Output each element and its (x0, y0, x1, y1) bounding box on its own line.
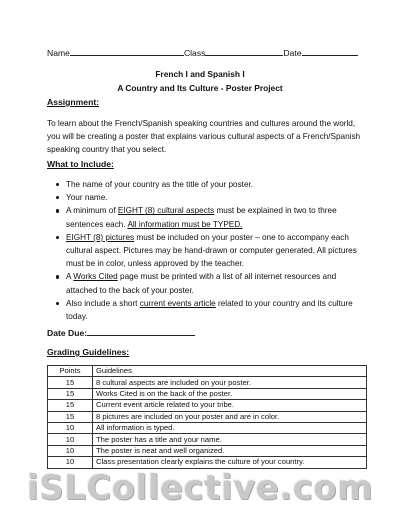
points-cell: 15 (48, 400, 93, 411)
table-row (48, 400, 367, 411)
guideline-cell: 8 cultural aspects are included on your poster. (93, 377, 367, 388)
guideline-cell: The poster is neat and well organized. (93, 445, 367, 456)
guideline-cell: Works Cited is on the back of the poster. (93, 388, 367, 399)
include-heading: What to Include: (47, 159, 114, 169)
table-row (48, 411, 367, 422)
grading-table (47, 365, 367, 469)
points-cell: 15 (48, 388, 93, 399)
guideline-cell: All information is typed. (93, 422, 367, 433)
include-list (56, 178, 362, 323)
table-row (48, 388, 367, 399)
points-cell: 10 (48, 457, 93, 468)
list-item: Also include a short current events article related to your country and its culture today. (56, 297, 362, 323)
assignment-heading: Assignment: (47, 97, 100, 107)
class-blank (205, 47, 283, 56)
grading-heading: Grading Guidelines: (47, 347, 130, 357)
project-title: A Country and Its Culture - Poster Project (117, 83, 283, 93)
class-label: Class (183, 48, 206, 58)
table-row (48, 377, 367, 388)
site-watermark: iSLCollective.com (26, 468, 374, 508)
points-cell: 10 (48, 445, 93, 456)
name-label: Name (47, 48, 70, 58)
assignment-text: To learn about the French/Spanish speaking countries and cultures around the world, you will be creating a poster that explains various cultural aspects of a French/Spanish speaking country that you select. (47, 119, 361, 155)
name-blank (70, 47, 184, 56)
date-due-label: Date Due: (47, 328, 88, 338)
points-cell: 10 (48, 434, 93, 445)
table-header-row (48, 366, 367, 377)
guideline-cell: Current event article related to your tribe. (93, 400, 367, 411)
list-item: Your name. (56, 191, 362, 204)
table-row (48, 445, 367, 456)
points-cell: 15 (48, 377, 93, 388)
points-header: Points (48, 366, 93, 377)
points-cell: 15 (48, 411, 93, 422)
list-item: The name of your country as the title of your poster. (56, 178, 362, 191)
table-row (48, 434, 367, 445)
points-cell: 10 (48, 422, 93, 433)
table-row (48, 422, 367, 433)
guideline-cell: The poster has a title and your name. (93, 434, 367, 445)
guidelines-header: Guidelines (93, 366, 367, 377)
header-fields (47, 47, 363, 58)
date-due-blank (87, 327, 195, 336)
list-item: EIGHT (8) pictures must be included on your poster – one to accompany each cultural aspect. Pictures may be hand-drawn or computer generated. All pictures must be in color, unless approved by the teacher. (56, 231, 362, 271)
list-item: A Works Cited page must be printed with a list of all internet resources and attached to the back of your poster. (56, 270, 362, 296)
guideline-cell: Class presentation clearly explains the culture of your country. (93, 457, 367, 468)
date-due-line (47, 327, 195, 338)
course-title: French I and Spanish I (155, 69, 245, 79)
guideline-cell: 8 pictures are included on your poster and are in color. (93, 411, 367, 422)
date-blank (302, 47, 358, 56)
date-label: Date (283, 48, 302, 58)
list-item: A minimum of EIGHT (8) cultural aspects must be explained in two to three sentences each. All information must be TYPED. (56, 204, 362, 230)
